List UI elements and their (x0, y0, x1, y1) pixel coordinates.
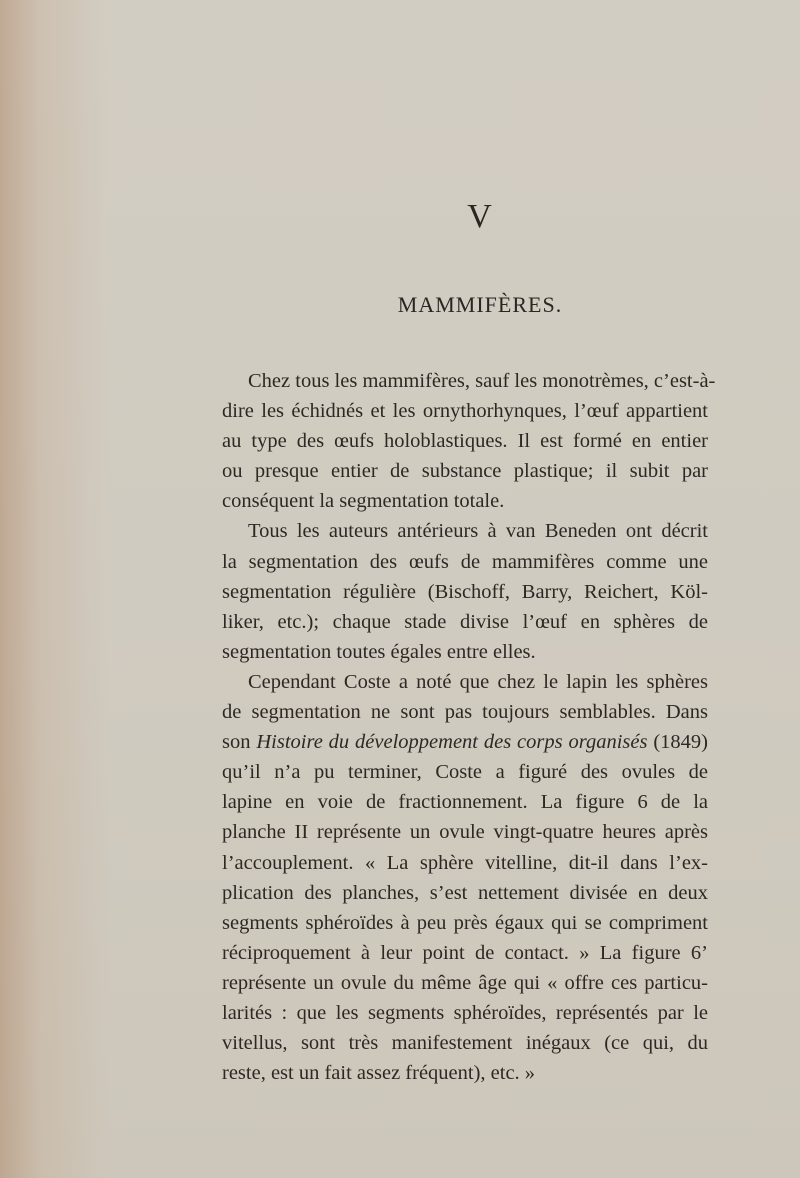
text-run: (1849) (647, 731, 708, 754)
text-line: conséquent la segmentation totale. (222, 490, 505, 513)
text-line: segmentation régulière (Bischoff, Barry, Reichert, Köl- (222, 580, 708, 603)
text-line: planche II représente un ovule vingt-quatre heures après (222, 821, 708, 844)
text-line: liker, etc.); chaque stade divise l’œuf en sphères de (222, 610, 708, 633)
book-title: Histoire du développement des corps organisés (256, 731, 648, 754)
text-line: qu’il n’a pu terminer, Coste a figuré des ovules de (222, 761, 708, 784)
text-line: la segmentation des œufs de mammifères comme une (222, 550, 708, 573)
text-line: l’accouplement. « La sphère vitelline, dit-il dans l’ex- (222, 851, 708, 874)
text-line: réciproquement à leur point de contact. » La figure 6’ (222, 941, 708, 964)
text-line: larités : que les segments sphéroïdes, représentés par le (222, 1001, 708, 1024)
text-line: segmentation toutes égales entre elles. (222, 640, 536, 663)
text-line: ou presque entier de substance plastique; il subit par (222, 460, 708, 483)
text-line: plication des planches, s’est nettement divisée en deux (222, 881, 708, 904)
text-line: vitellus, sont très manifestement inégaux (ce qui, du (222, 1032, 708, 1055)
text-line: Tous les auteurs antérieurs à van Beneden ont décrit (248, 520, 708, 543)
text-line: Chez tous les mammifères, sauf les monotrèmes, c’est-à- (248, 370, 716, 392)
body-text (222, 366, 716, 1088)
text-line: segments sphéroïdes à peu près égaux qui se compriment (222, 911, 708, 934)
text-line: au type des œufs holoblastiques. Il est formé en entier (222, 430, 708, 453)
chapter-number: V (467, 198, 493, 235)
text-line: de segmentation ne sont pas toujours semblables. Dans (222, 701, 708, 724)
text-line: reste, est un fait assez fréquent), etc. » (222, 1062, 536, 1085)
text-line: Cependant Coste a noté que chez le lapin les sphères (248, 670, 708, 693)
text-line: représente un ovule du même âge qui « offre ces particu- (222, 971, 708, 994)
text-line: lapine en voie de fractionnement. La figure 6 de la (222, 791, 708, 814)
text-line: dire les échidnés et les ornythorhynques, l’œuf appartient (222, 400, 708, 423)
text-line-with-title (222, 727, 708, 757)
chapter-title: MAMMIFÈRES. (397, 292, 563, 317)
text-run: son (222, 731, 257, 754)
